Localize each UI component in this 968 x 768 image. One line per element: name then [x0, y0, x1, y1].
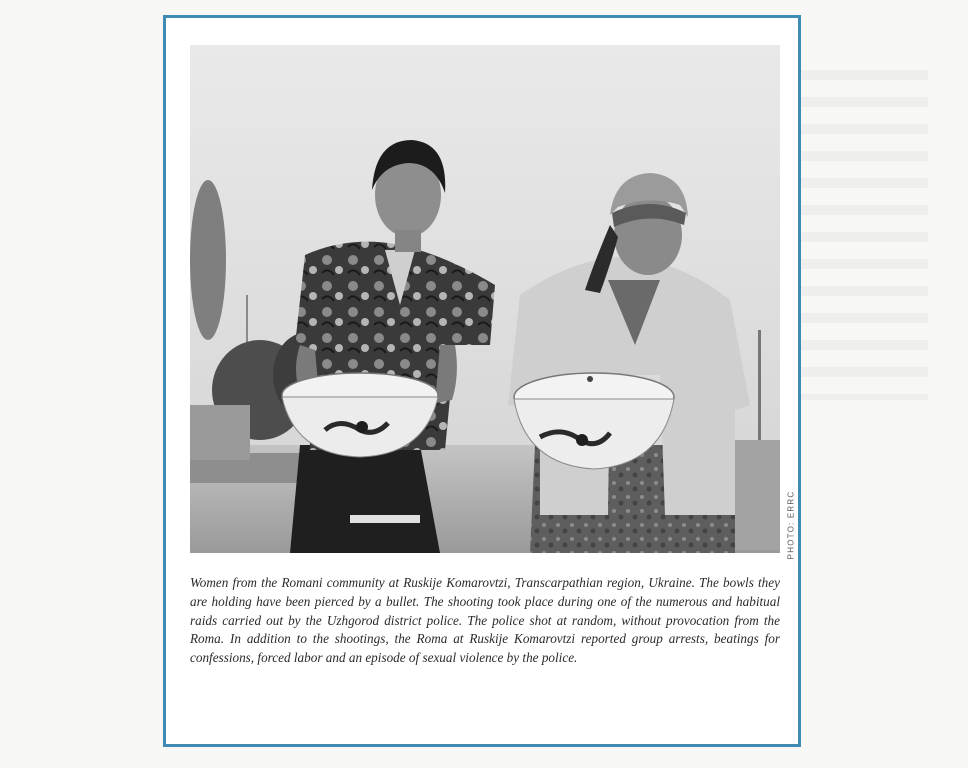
- photo-credit: PHOTO: ERRC: [786, 490, 796, 560]
- photo-caption: Women from the Romani community at Ruskije Komarovtzi, Transcarpathian region, Ukraine. The bowls they are holding have been pierced by a bullet. The shooting took place during one of the numerous and habitual raids carried out by the Uzhgorod district police. The police shot at random, without provocation from the Roma. In addition to the shootings, the Roma at Ruskije Komarovtzi reported group arrests, beatings for confessions, forced labor and an episode of sexual violence by the police.: [190, 575, 780, 666]
- photograph: [190, 45, 780, 553]
- photo-frame: [163, 15, 801, 747]
